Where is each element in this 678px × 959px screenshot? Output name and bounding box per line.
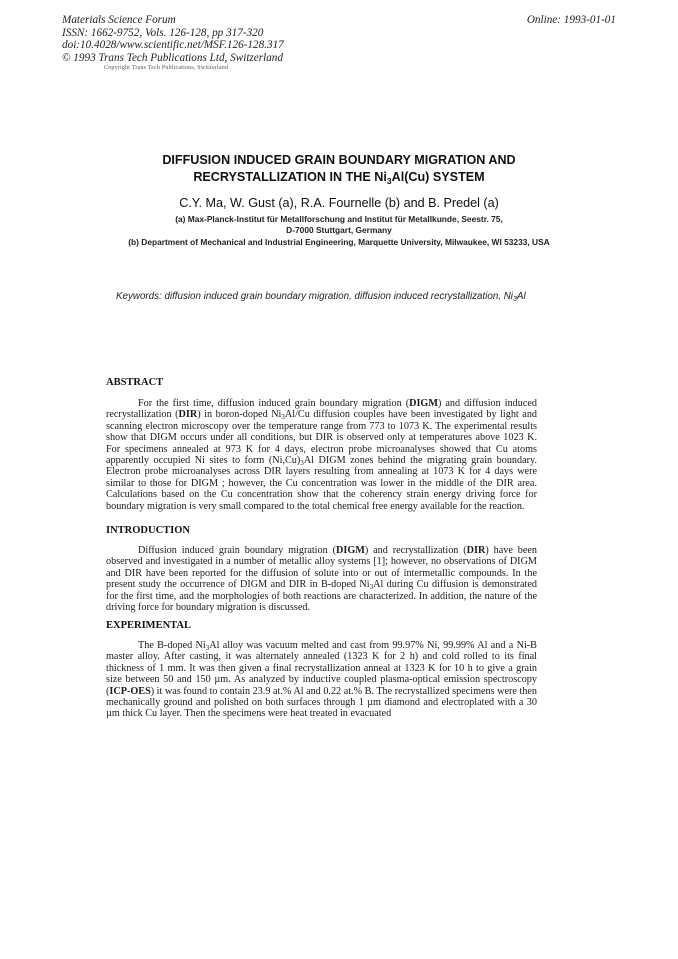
affiliation-b: (b) Department of Mechanical and Industrial Engineering, Marquette University, Milwaukee, WI 53233, USA [128,237,550,247]
journal-name: Materials Science Forum [62,14,176,26]
issn-line: ISSN: 1662-9752, Vols. 126-128, pp 317-320 [62,26,264,39]
keywords-line: Keywords: diffusion induced grain boundary migration, diffusion induced recrystallization, $Ni_3Al$ [116,291,526,303]
experimental-paragraph: The B-doped $Ni_3Al$ alloy was vacuum melted and cast from 99.97% Ni, 99.99% Al and a Ni-B master alloy. After casting, it was alternately annealed (1323 K for 2 h) and cold rolled to its final thickness of 1 mm. It was then given a final recrystallization anneal at 1323 K for 10 h to give a grain size between 50 and 150 µm. As analyzed by inductive coupled plasma-optical emission spectroscopy (ICP-OES) it was found to contain 23.9 at.% Al and 0.22 at.% B. The recrystallized specimens were then mechanically ground and polished on both surfaces through 1 µm diamond and electroplated with a 30 µm thick Cu layer. Then the specimens were heat treated in evacuated [106,640,537,720]
introduction-heading: INTRODUCTION [106,525,191,536]
affiliation-a-line-1: (a) Max-Planck-Institut für Metallforschung and Institut für Metallkunde, Seestr. 75, [175,214,503,224]
abstract-heading: ABSTRACT [106,377,164,388]
experimental-heading: EXPERIMENTAL [106,620,191,631]
title-line-2: RECRYSTALLIZATION IN THE $Ni_3Al(Cu)$ SYSTEM [193,169,485,186]
online-date: Online: 1993-01-01 [526,14,616,26]
title-line-1: DIFFUSION INDUCED GRAIN BOUNDARY MIGRATION AND [162,153,516,167]
publisher-line: © 1993 Trans Tech Publications Ltd, Switzerland [62,51,283,64]
introduction-paragraph: Diffusion induced grain boundary migration (DIGM) and recrystallization (DIR) have been observed and investigated in a number of metallic alloy systems [1]; however, no observations of DIGM and DIR have been reported for the diffusion of solute into or out of intermetallic compounds. In the present study the occurrence of DIGM and DIR in B-doped $Ni_3Al$ during Cu diffusion is demonstrated for the first time, and the morphologies of both reactions are characterized. In addition, the nature of the driving force for boundary migration is discussed. [106,545,538,614]
journal-header [62,14,284,64]
paper-title [0,152,678,185]
author-list: C.Y. Ma, W. Gust (a), R.A. Fournelle (b) and B. Predel (a) [179,196,499,210]
abstract-paragraph: For the first time, diffusion induced grain boundary migration (DIGM) and diffusion induced recrystallization (DIR) in boron-doped $Ni_3Al/Cu$ diffusion couples have been investigated by light and scanning electron microscopy over the temperature range from 773 to 1073 K. The experimental results show that DIGM occurs under all conditions, but DIR is observed only at temperatures above 1023 K. For specimens annealed at 973 K for 4 days, electron probe microanalyses showed that Cu atoms apparently occupied Ni sites to form $(Ni,Cu)_3Al$ DIGM zones behind the migrating grain boundary. Electron probe microanalyses across DIR layers resulting from annealing at 1073 K for 4 days were similar to those for DIGM ; however, the Cu concentration was lower in the middle of the DIR area. Calculations based on the Cu concentration show that the coherency strain energy driving force for boundary migration is very small compared to the total chemical free energy available for the reaction. [106,398,538,512]
copyright-strip: Copyright Trans Tech Publications, Switzerland [104,65,229,71]
affiliation-a-line-2: D-7000 Stuttgart, Germany [286,225,392,235]
doi-link[interactable]: doi:10.4028/www.scientific.net/MSF.126-128.317 [62,39,284,52]
